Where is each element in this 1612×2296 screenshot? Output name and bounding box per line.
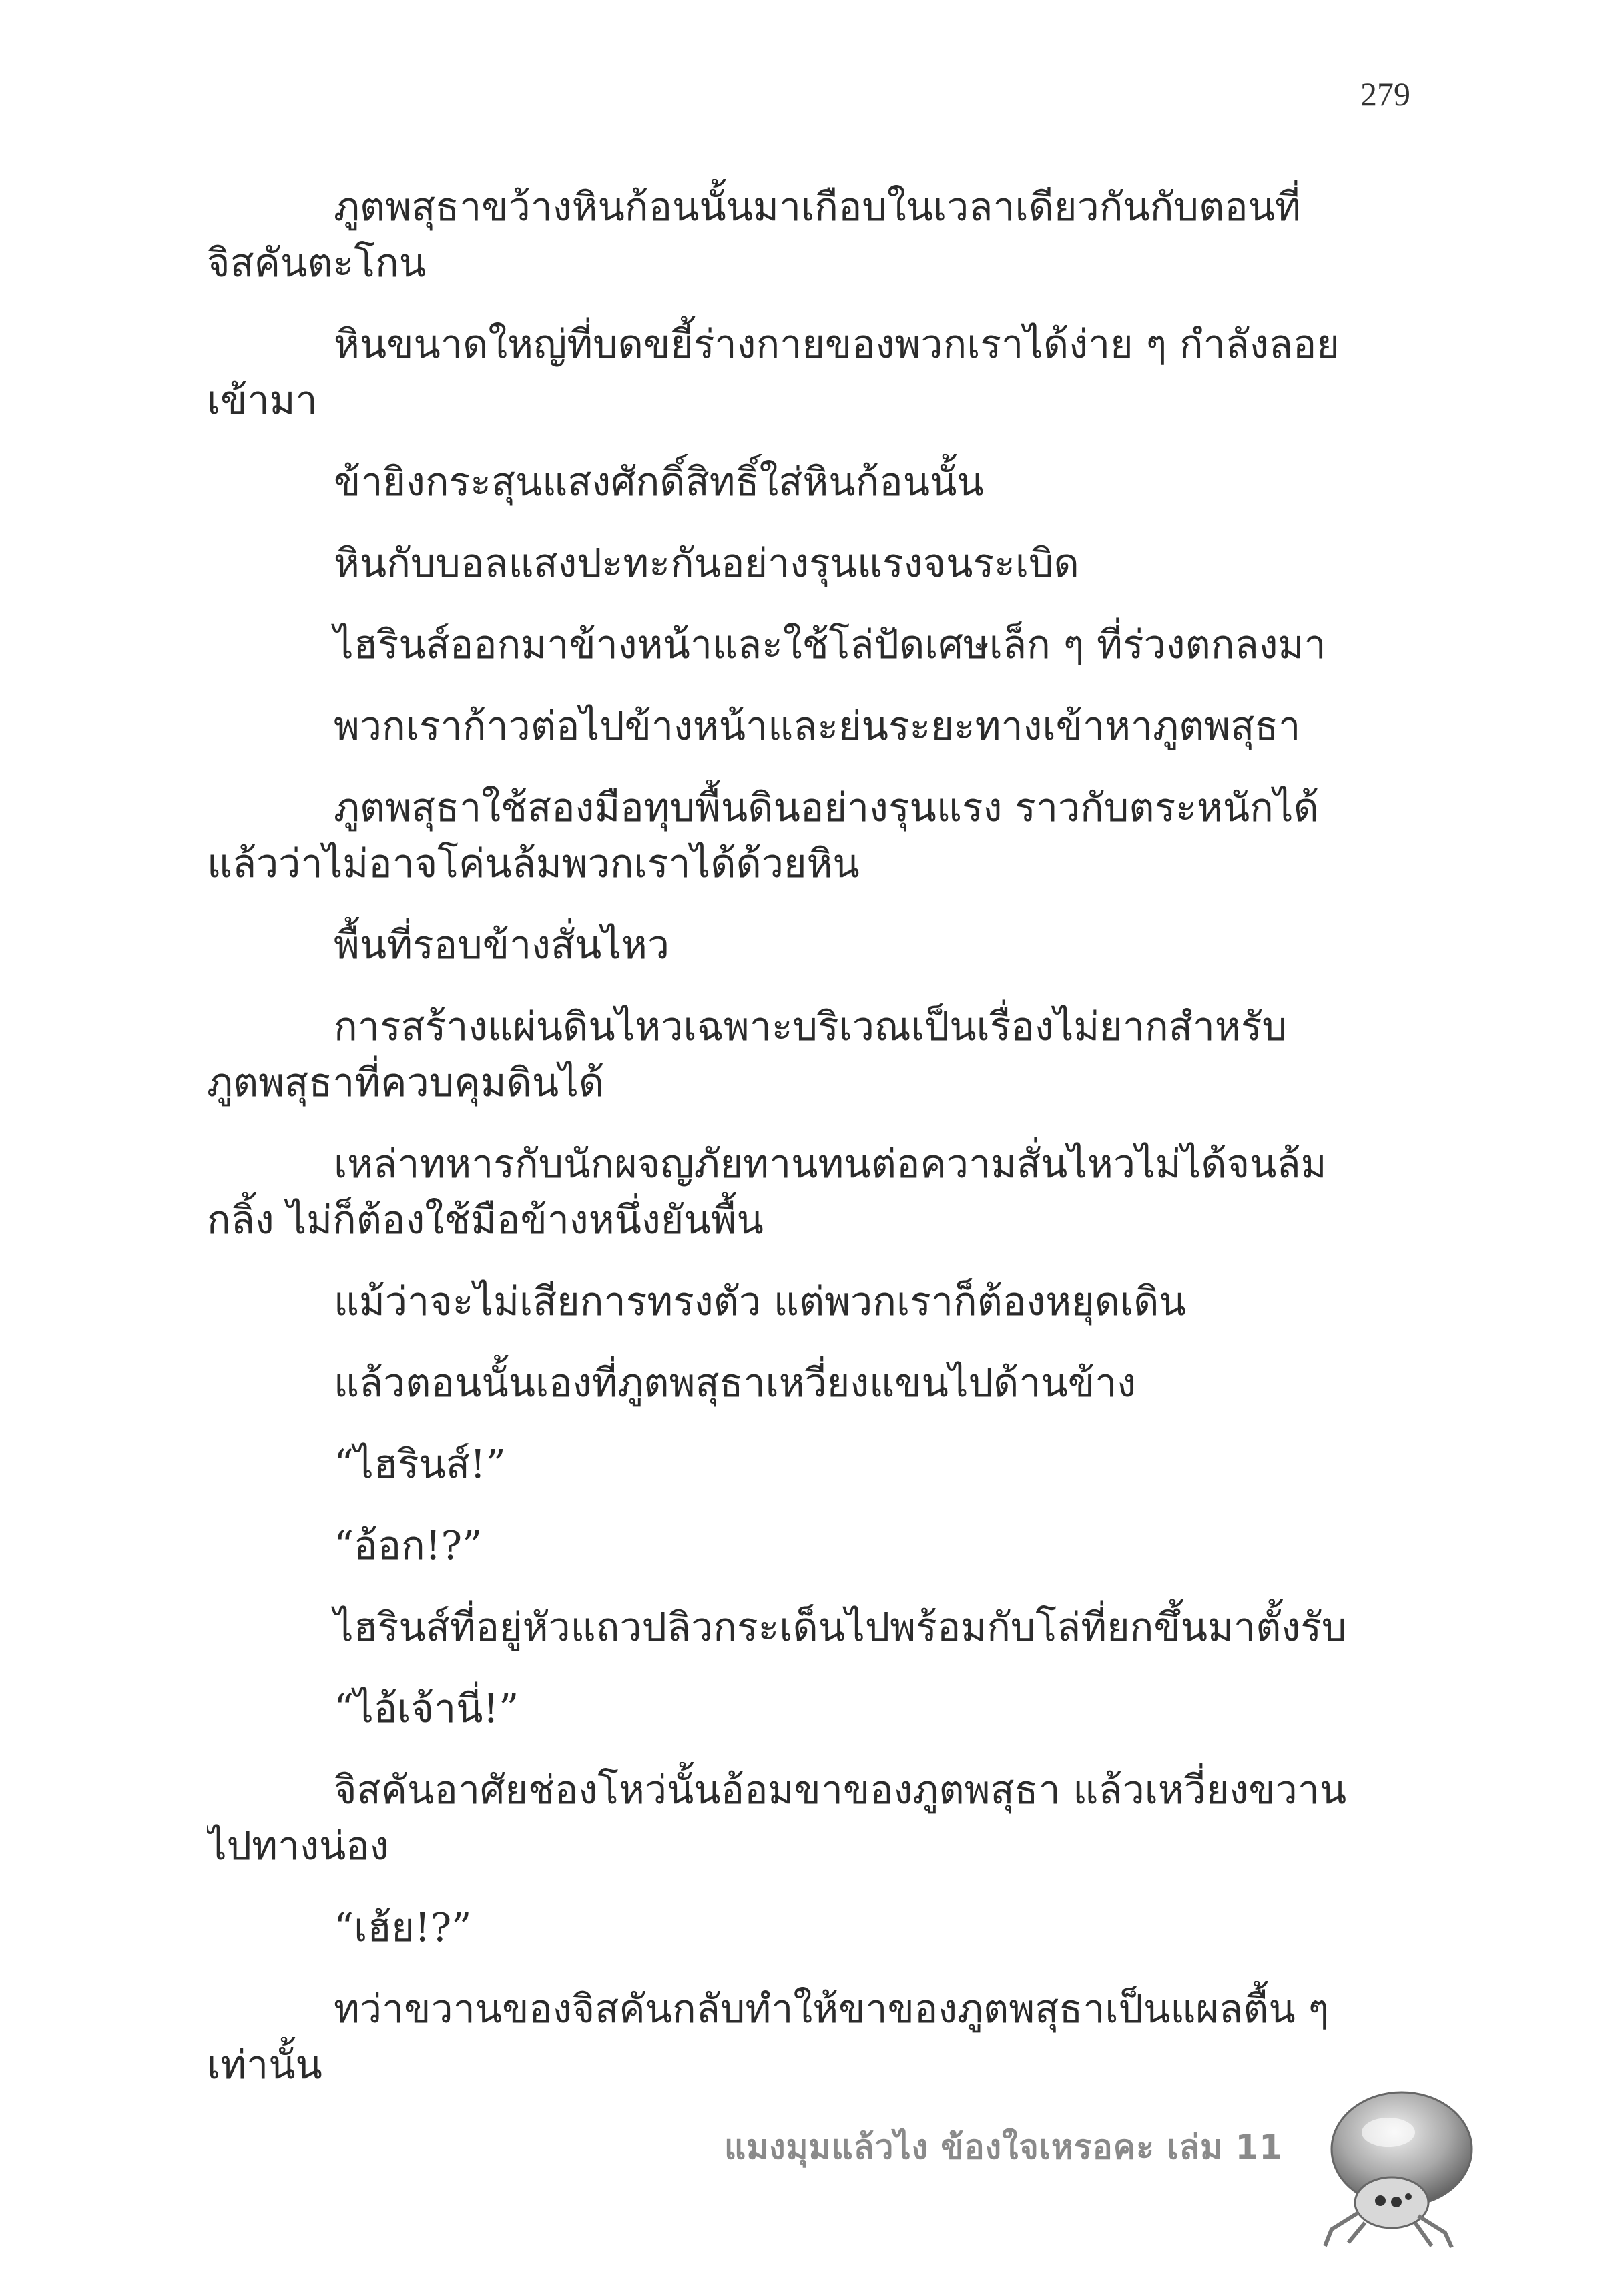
paragraph [207, 1762, 1415, 1874]
text-line: เข้ามา [207, 377, 318, 423]
text-line: “เฮ้ย!?” [334, 1904, 472, 1950]
text-line: ไฮรินส์ที่อยู่หัวแถวปลิวกระเด็นไปพร้อมกับโล่ที่ยกขึ้นมาตั้งรับ [334, 1604, 1347, 1650]
paragraph [207, 1355, 1415, 1411]
text-line: พื้นที่รอบข้างสั่นไหว [334, 922, 669, 968]
text-line: พวกเราก้าวต่อไปข้างหน้าและย่นระยะทางเข้าหาภูตพสุธา [334, 703, 1301, 749]
text-line: แล้วว่าไม่อาจโค่นล้มพวกเราได้ด้วยหิน [207, 840, 860, 886]
text-line: กลิ้ง ไม่ก็ต้องใช้มือข้างหนึ่งยันพื้น [207, 1197, 764, 1243]
text-line: ภูตพสุธาที่ควบคุมดินได้ [207, 1059, 605, 1105]
text-line: ภูตพสุธาใช้สองมือทุบพื้นดินอย่างรุนแรง ราวกับตระหนักได้ [334, 784, 1319, 830]
body-text [207, 179, 1415, 2093]
paragraph [207, 179, 1415, 291]
page-number: 279 [1360, 75, 1410, 113]
paragraph [207, 1599, 1415, 1655]
text-line: ภูตพสุธาขว้างหินก้อนนั้นมาเกือบในเวลาเดียวกันกับตอนที่ [334, 184, 1301, 230]
paragraph [207, 1273, 1415, 1330]
paragraph [207, 316, 1415, 428]
text-line: ไฮรินส์ออกมาข้างหน้าและใช้โล่ปัดเศษเล็ก ๆ ที่ร่วงตกลงมา [334, 621, 1326, 667]
paragraph [207, 1436, 1415, 1492]
paragraph [207, 535, 1415, 591]
paragraph [207, 917, 1415, 973]
text-line: ไปทางน่อง [207, 1823, 389, 1869]
paragraph [207, 998, 1415, 1111]
text-line: หินขนาดใหญ่ที่บดขยี้ร่างกายของพวกเราได้ง่าย ๆ กำลังลอย [334, 321, 1340, 367]
paragraph [207, 780, 1415, 892]
spider-mascot-icon [1308, 2079, 1482, 2253]
paragraph [207, 1518, 1415, 1574]
text-line: ข้ายิงกระสุนแสงศักดิ์สิทธิ์ใส่หินก้อนนั้น [334, 459, 984, 505]
text-line: เหล่าทหารกับนักผจญภัยทานทนต่อความสั่นไหวไม่ได้จนล้ม [334, 1141, 1327, 1187]
paragraph [207, 1981, 1415, 2093]
text-line: จิสคันตะโกน [207, 240, 427, 286]
text-line: แม้ว่าจะไม่เสียการทรงตัว แต่พวกเราก็ต้องหยุดเดิน [334, 1278, 1186, 1324]
paragraph [207, 1900, 1415, 1956]
paragraph [207, 454, 1415, 510]
text-line: “ไอ้เจ้านี่!” [334, 1685, 519, 1731]
text-line: แล้วตอนนั้นเองที่ภูตพสุธาเหวี่ยงแขนไปด้านข้าง [334, 1360, 1137, 1406]
text-line: จิสคันอาศัยช่องโหว่นั้นอ้อมขาของภูตพสุธา แล้วเหวี่ยงขวาน [334, 1767, 1347, 1813]
footer-book-title: แมงมุมแล้วไง ข้องใจเหรอคะ เล่ม 11 [724, 2128, 1284, 2167]
text-line: ทว่าขวานของจิสคันกลับทำให้ขาของภูตพสุธาเป็นแผลตื้น ๆ [334, 1986, 1330, 2032]
paragraph [207, 1136, 1415, 1248]
text-line: “อ้อก!?” [334, 1522, 483, 1568]
text-line: การสร้างแผ่นดินไหวเฉพาะบริเวณเป็นเรื่องไม่ยากสำหรับ [334, 1003, 1287, 1049]
text-line: หินกับบอลแสงปะทะกันอย่างรุนแรงจนระเบิด [334, 540, 1079, 586]
text-line: เท่านั้น [207, 2042, 322, 2088]
paragraph [207, 1681, 1415, 1737]
paragraph [207, 698, 1415, 754]
paragraph [207, 617, 1415, 673]
text-line: “ไฮรินส์!” [334, 1441, 506, 1487]
